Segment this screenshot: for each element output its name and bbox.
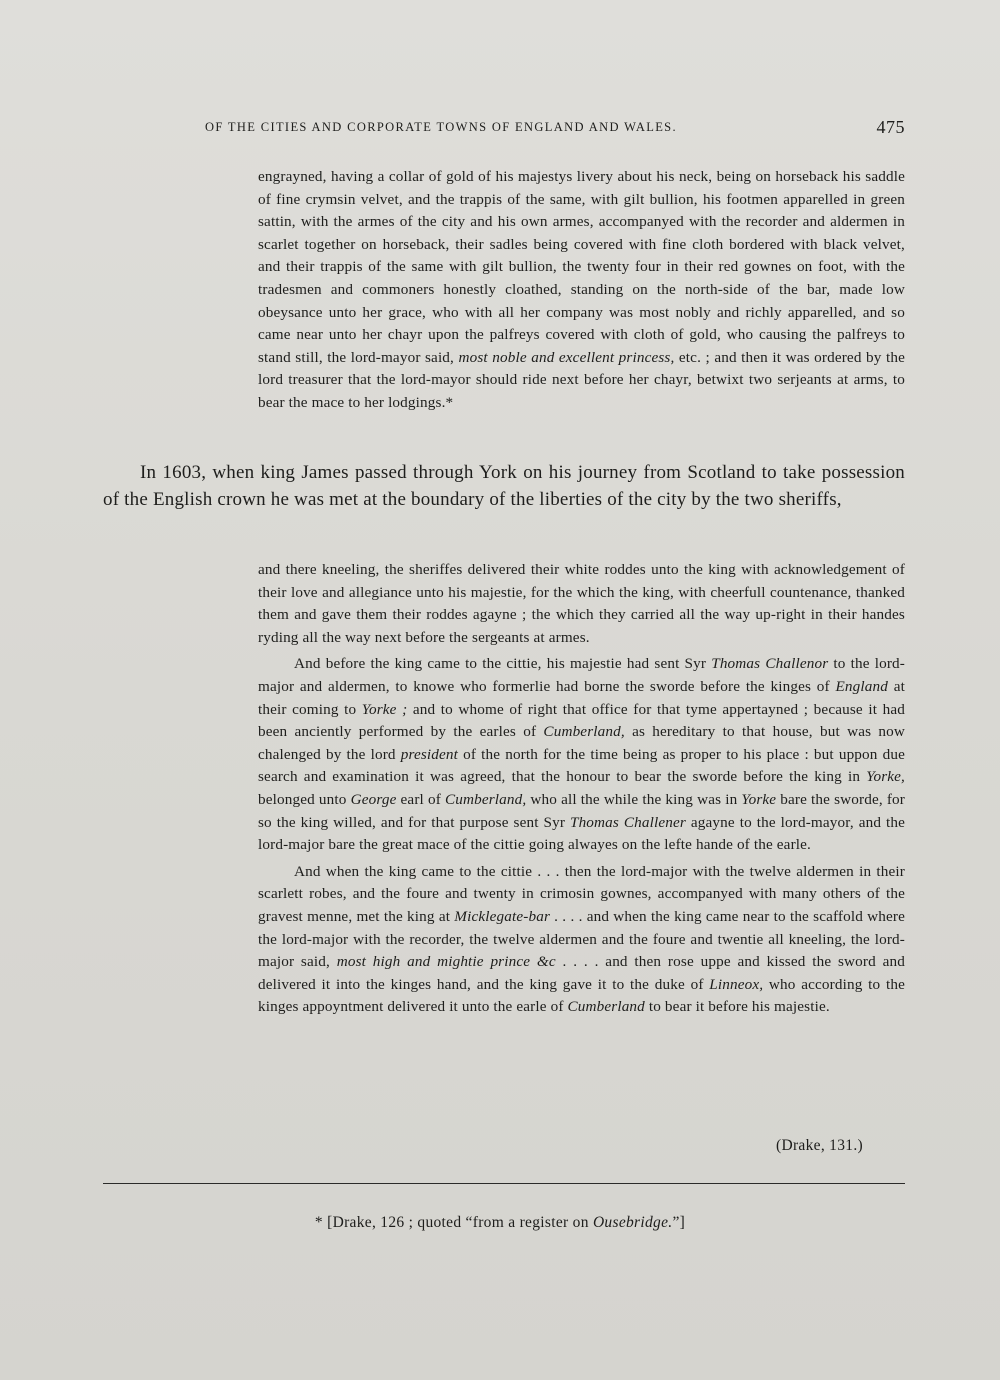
text-run: as hereditary to that house, but was now chalenged by the lord <box>258 723 906 763</box>
italic-text: Cumberland <box>567 998 645 1016</box>
quotation-elizabeth <box>258 166 905 415</box>
text-run: ”] <box>672 1214 686 1231</box>
citation: (Drake, 131.) <box>776 1137 863 1154</box>
running-title: OF THE CITIES AND CORPORATE TOWNS OF ENGLAND AND WALES. <box>205 120 677 134</box>
italic-text: England <box>835 677 888 695</box>
text-run: engrayned, having a collar of gold of his majestys livery about his neck, being on horseback his saddle of fine crymsin velvet, and the trappis of the same, with gilt bullion, his footmen apparelled in green sattin, with the armes of the city and his own armes, accompanyed with the recorder and aldermen in scarlet together on horseback, their sadles being covered with fine cloth bordered with black velvet, and their trappis of the same with gilt bullion, the twenty four in their red gownes on foot, with the tradesmen and commoners honestly cloathed, standing on the north-side of the bar, made low obeysance unto her grace, who with all her company was most nobly and richly apparelled, and so came near unto her chayr upon the palfreys covered with cloth of gold, who causing the palfreys to stand still, the lord-mayor said, <box>258 168 905 366</box>
text-run: and to whome of right that office for that tyme appertayned ; because it had been anciently performed by the earles of <box>258 700 905 741</box>
quote-paragraph <box>258 559 905 649</box>
italic-text: most high and mightie prince &c <box>336 953 556 971</box>
text-run: . . . . and then rose uppe and kissed the sword and delivered it into the kinges hand, and the king gave it to the duke of <box>258 953 905 993</box>
italic-text: Micklegate-bar <box>454 907 550 925</box>
text-run: of the north for the time being as proper to his place : but uppon due search and examination it was agreed, that the honour to bear the sworde before the king in <box>258 745 905 786</box>
text-run: who according to the kinges appoyntment delivered it unto the earle of <box>258 975 905 1016</box>
italic-text: Yorke ; <box>361 700 408 718</box>
quote-paragraph <box>258 166 905 415</box>
text-run: who all the while the king was in <box>526 790 742 808</box>
quote-paragraph <box>258 861 905 1019</box>
italic-text: Thomas Challener <box>569 813 686 831</box>
text-run: at their coming to <box>258 677 905 718</box>
text-run: to the lord-major and aldermen, to knowe who formerlie had borne the sworde before the kinges of <box>258 655 905 695</box>
italic-text: Yorke <box>741 790 777 808</box>
quotation-james <box>258 559 905 1019</box>
body-paragraph: In 1603, when king James passed through York on his journey from Scotland to take possession of the English crown he was met at the boundary of the liberties of the city by the two sheriffs, <box>103 462 905 510</box>
italic-text: Linneox, <box>709 975 764 993</box>
text-run: agayne to the lord-mayor, and the lord-major bare the great mace of the cittie going alwayes on the lefte hande of the earle. <box>258 813 906 854</box>
running-head <box>205 117 905 141</box>
text-run: bare the sworde, for so the king willed, and for that purpose sent Syr <box>258 790 905 831</box>
text-run: And before the king came to the cittie, his majestie had sent Syr <box>294 655 712 673</box>
italic-text: Yorke, <box>866 768 905 786</box>
italic-text: Cumberland, <box>444 790 527 808</box>
footnote-text <box>315 1214 685 1231</box>
footnote-rule <box>103 1183 905 1184</box>
page-number: 475 <box>876 117 905 137</box>
text-run: . . . . and when the king came near to the scaffold where the lord-major with the recorder, the twelve aldermen and the foure and twentie all kneeling, the lord-major said, <box>258 907 906 971</box>
text-run: belonged unto <box>258 790 351 808</box>
italic-text: George <box>350 790 397 808</box>
text-run: * [Drake, 126 ; quoted “from a register on <box>314 1214 593 1231</box>
text-run: And when the king came to the cittie . . . then the lord-major with the twelve aldermen in their scarlett robes, and the foure and twenty in crimosin gownes, accompanyed with many others of the gravest menne, met the king at <box>258 862 905 925</box>
text-run: earl of <box>396 790 445 808</box>
italic-text: Ousebridge. <box>592 1214 673 1231</box>
text-run: and there kneeling, the sheriffes delivered their white roddes unto the king with acknowledgement of their love and allegiance unto his majestie, for the which the king, with cheerfull countenance, thanked them and gave them their roddes agayne ; the which they carried all the way up-right in their handes ryding all the way next before the sergeants at armes. <box>258 561 905 646</box>
italic-text: Thomas Challenor <box>711 655 829 673</box>
italic-text: Cumberland, <box>543 723 625 741</box>
quote-paragraph <box>258 653 905 856</box>
italic-text: president <box>400 745 459 763</box>
text-run: etc. ; and then it was ordered by the lord treasurer that the lord-mayor should ride next before her chayr, betwixt two serjeants at arms, to bear the mace to her lodgings.* <box>258 348 905 411</box>
body-text <box>103 459 905 513</box>
text-run: to bear it before his majestie. <box>644 998 830 1016</box>
footnote <box>0 1214 1000 1232</box>
italic-text: most noble and excellent princess, <box>458 348 675 366</box>
